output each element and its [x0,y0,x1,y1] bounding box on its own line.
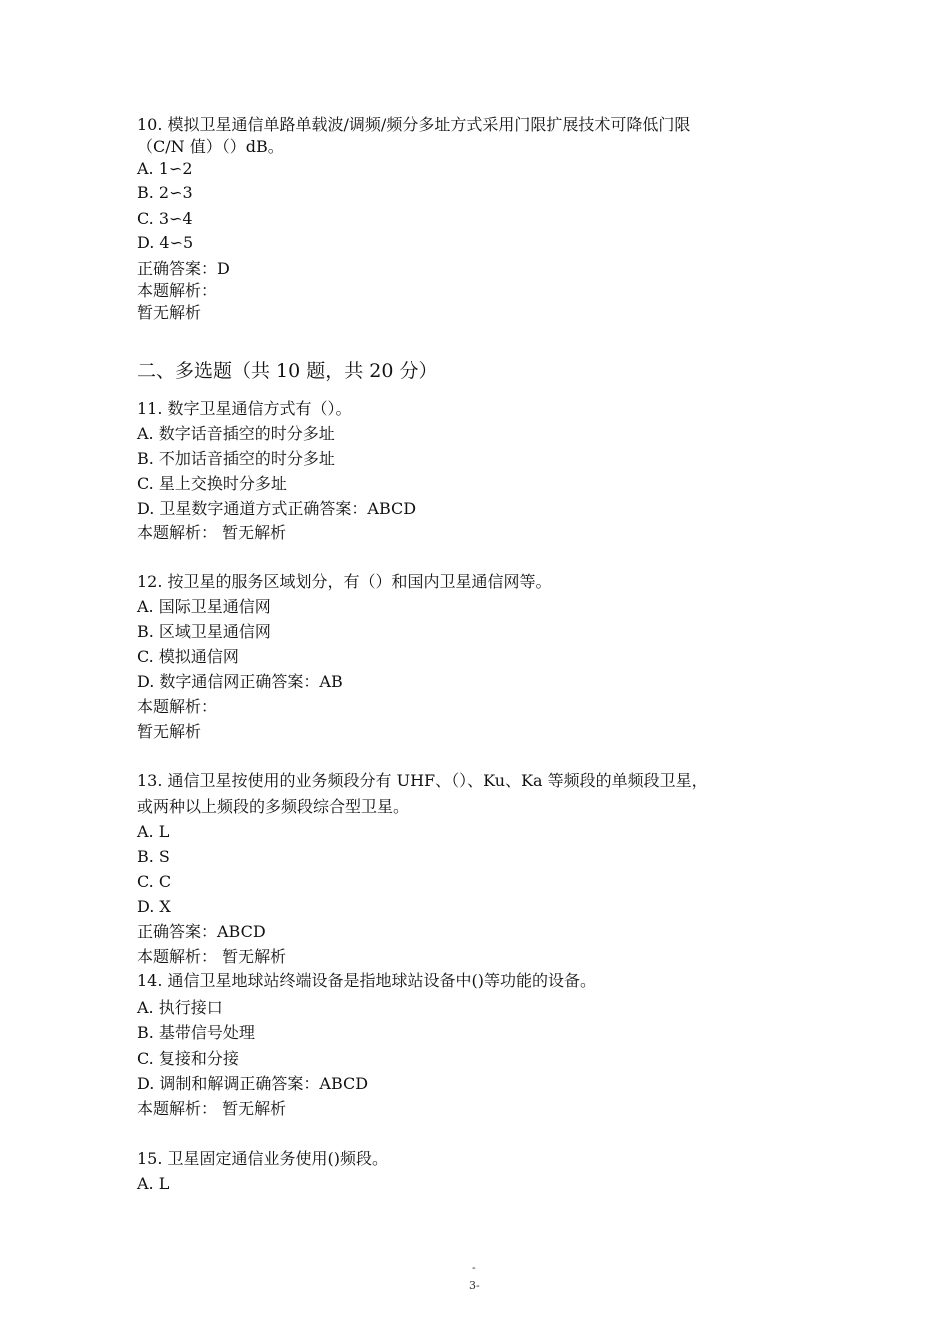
footer-dash: - [472,1261,476,1274]
q10-analysis-text: 暂无解析 [137,303,202,322]
q10-stem-cont: （C/N 值）（）dB。 [137,137,284,156]
q12-option-a: A. 国际卫星通信网 [137,597,271,616]
q14-option-c: C. 复接和分接 [137,1049,239,1068]
q11-analysis: 本题解析： 暂无解析 [137,523,287,542]
q12-analysis-label: 本题解析： [137,697,218,716]
q13-stem: 13. 通信卫星按使用的业务频段分有 UHF、（）、Ku、Ka 等频段的单频段卫星， [137,771,708,790]
q10-option-c: C. 3∽4 [137,209,193,228]
q15-stem: 15. 卫星固定通信业务使用()频段。 [137,1149,389,1168]
q14-analysis: 本题解析： 暂无解析 [137,1099,287,1118]
q15-option-a: A. L [137,1174,170,1193]
q12-option-d: D. 数字通信网正确答案：AB [137,672,343,691]
q14-option-a: A. 执行接口 [137,998,223,1017]
page-number: 3- [469,1279,480,1292]
q13-option-b: B. S [137,847,170,866]
q12-option-b: B. 区域卫星通信网 [137,622,271,641]
q10-option-a: A. 1∽2 [137,159,193,178]
q11-option-d: D. 卫星数字通道方式正确答案：ABCD [137,499,417,518]
q11-option-c: C. 星上交换时分多址 [137,474,287,493]
q12-analysis-text: 暂无解析 [137,722,202,741]
q10-analysis-label: 本题解析： [137,281,218,300]
q13-answer: 正确答案：ABCD [137,922,266,941]
q13-option-a: A. L [137,822,170,841]
q13-option-d: D. X [137,897,171,916]
q10-option-b: B. 2∽3 [137,183,193,202]
q11-option-b: B. 不加话音插空的时分多址 [137,449,335,468]
q13-stem-cont: 或两种以上频段的多频段综合型卫星。 [137,797,410,816]
q12-stem: 12. 按卫星的服务区域划分，有（）和国内卫星通信网等。 [137,572,552,591]
q13-option-c: C. C [137,872,172,891]
q13-analysis: 本题解析： 暂无解析 [137,947,287,966]
q10-stem: 10. 模拟卫星通信单路单载波/调频/频分多址方式采用门限扩展技术可降低门限 [137,115,691,134]
q10-answer: 正确答案：D [137,259,230,278]
section-title: 二、多选题（共 10 题，共 20 分） [137,360,438,382]
q14-option-d: D. 调制和解调正确答案：ABCD [137,1074,369,1093]
q12-option-c: C. 模拟通信网 [137,647,239,666]
q10-option-d: D. 4∽5 [137,233,194,252]
q11-option-a: A. 数字话音插空的时分多址 [137,424,335,443]
q11-stem: 11. 数字卫星通信方式有（）。 [137,399,352,418]
q14-option-b: B. 基带信号处理 [137,1023,255,1042]
q14-stem: 14. 通信卫星地球站终端设备是指地球站设备中()等功能的设备。 [137,971,597,990]
